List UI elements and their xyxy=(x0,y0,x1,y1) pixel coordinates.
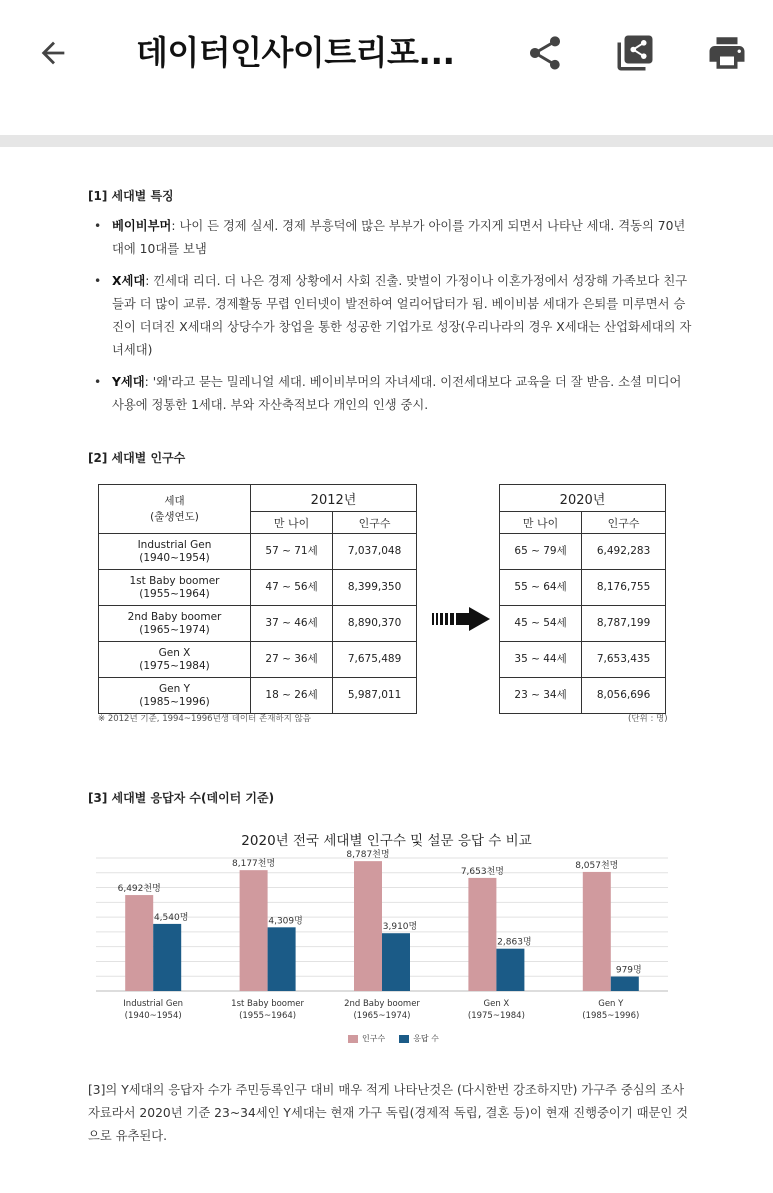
legend-swatch-responses xyxy=(399,1035,409,1043)
response-bar xyxy=(496,949,524,991)
population-cell: 7,675,489 xyxy=(333,642,417,678)
share-box-icon xyxy=(614,32,656,74)
population-cell: 8,056,696 xyxy=(582,678,666,714)
age-cell: 65 ~ 79세 xyxy=(500,534,582,570)
header-divider xyxy=(0,135,773,147)
bar-data-label: 6,492천명 xyxy=(117,884,161,895)
generation-cell: Gen X (1975~1984) xyxy=(99,642,251,678)
x-tick-label: 2nd Baby boomer xyxy=(344,999,420,1009)
generation-cell: 1st Baby boomer (1955~1964) xyxy=(99,570,251,606)
population-cell: 8,176,755 xyxy=(582,570,666,606)
year-header-2020: 2020년 xyxy=(500,485,666,512)
document-page xyxy=(0,147,773,1193)
section3-heading: [3] 세대별 응답자 수(데이터 기준) xyxy=(88,791,275,805)
age-cell: 18 ~ 26세 xyxy=(251,678,333,714)
page-title: 데이터인사이트리포... xyxy=(136,33,455,72)
response-bar xyxy=(268,927,296,991)
bullet-text: : 나이 든 경제 실세. 경제 부흥덕에 많은 부부가 아이를 가지게 되면서 나타난 세대. 격동의 70년대에 10대를 보냄 xyxy=(112,219,686,256)
column-header-age: 만 나이 xyxy=(251,512,333,534)
response-bar xyxy=(382,933,410,991)
x-tick-label: (1955~1964) xyxy=(239,1011,297,1021)
print-icon xyxy=(706,32,748,74)
population-bar xyxy=(468,878,496,991)
bar-data-label: 8,057천명 xyxy=(575,860,619,871)
share-icon xyxy=(525,33,565,73)
legend-label-responses: 응답 수 xyxy=(413,1034,439,1043)
bullet-text: : 낀세대 리더. 더 나은 경제 상황에서 사회 진출. 맞벌이 가정이나 이혼가정에서 성장해 가족보다 친구들과 더 많이 교류. 경제활동 무렵 인터넷이 발전하여 얼리어답터가 됨. 베이비붐 세대가 은퇴를 미루면서 승진이 더뎌진 X세대의 상당수가 창업을 통한 성공한 기업가로 성장(우리나라의 경우 X세대는 산업화세대의 자녀세대) xyxy=(112,274,692,357)
x-tick-label: Industrial Gen xyxy=(123,999,184,1009)
column-header-population: 인구수 xyxy=(333,512,417,534)
population-cell: 8,399,350 xyxy=(333,570,417,606)
arrow-left-icon xyxy=(36,36,70,70)
age-cell: 45 ~ 54세 xyxy=(500,606,582,642)
legend-label-population: 인구수 xyxy=(362,1034,386,1043)
population-cell: 8,890,370 xyxy=(333,606,417,642)
generation-cell: Industrial Gen (1940~1954) xyxy=(99,534,251,570)
app-header xyxy=(0,0,773,108)
share-box-button[interactable] xyxy=(610,28,660,78)
bullet-dot-icon: • xyxy=(94,219,102,233)
section1-heading: [1] 세대별 특징 xyxy=(88,189,174,203)
population-cell: 5,987,011 xyxy=(333,678,417,714)
x-tick-label: (1965~1974) xyxy=(353,1011,411,1021)
unit-note: (단위 : 명) xyxy=(628,714,668,724)
chart-title: 2020년 전국 세대별 인구수 및 설문 응답 수 비교 xyxy=(241,833,532,849)
age-cell: 35 ~ 44세 xyxy=(500,642,582,678)
x-tick-label: (1975~1984) xyxy=(467,1011,525,1021)
column-header-age: 만 나이 xyxy=(500,512,582,534)
legend-swatch-population xyxy=(348,1035,358,1043)
population-bar xyxy=(240,870,268,991)
column-header-population: 인구수 xyxy=(582,512,666,534)
x-tick-label: (1985~1996) xyxy=(582,1011,640,1021)
section2-heading: [2] 세대별 인구수 xyxy=(88,451,186,465)
chart-legend xyxy=(348,1033,439,1044)
bullet-term: Y세대 xyxy=(112,375,145,389)
age-cell: 37 ~ 46세 xyxy=(251,606,333,642)
response-bar xyxy=(611,977,639,991)
x-tick-label: 1st Baby boomer xyxy=(231,999,305,1009)
population-cell: 6,492,283 xyxy=(582,534,666,570)
population-cell: 7,037,048 xyxy=(333,534,417,570)
response-bar xyxy=(153,924,181,991)
bullet-text: : '왜'라고 묻는 밀레니얼 세대. 베이비부머의 자녀세대. 이전세대보다 교육을 더 잘 받음. 소셜 미디어 사용에 정통한 1세대. 부와 자산축적보다 개인의 인생 중시. xyxy=(112,375,682,412)
share-button[interactable] xyxy=(520,28,570,78)
bar-data-label: 4,540명 xyxy=(153,912,189,923)
age-cell: 57 ~ 71세 xyxy=(251,534,333,570)
corner-label-birthyear: (출생연도) xyxy=(150,511,199,523)
population-cell: 8,787,199 xyxy=(582,606,666,642)
population-bar xyxy=(125,895,153,991)
age-cell: 23 ~ 34세 xyxy=(500,678,582,714)
population-bar xyxy=(354,861,382,991)
age-cell: 47 ~ 56세 xyxy=(251,570,333,606)
age-cell: 27 ~ 36세 xyxy=(251,642,333,678)
bar-data-label: 2,863명 xyxy=(497,937,532,948)
bullet-term: X세대 xyxy=(112,274,146,288)
corner-label-generation: 세대 xyxy=(164,495,185,507)
x-tick-label: Gen Y xyxy=(598,999,624,1009)
bar-data-label: 4,309명 xyxy=(268,916,303,927)
bullet-dot-icon: • xyxy=(94,375,102,389)
table-footnote: ※ 2012년 기준, 1994~1996년생 데이터 존재하지 않음 xyxy=(98,714,312,724)
year-header-2012: 2012년 xyxy=(251,485,417,512)
conclusion-paragraph: [3]의 Y세대의 응답자 수가 주민등록인구 대비 매우 적게 나타난것은 (다시한번 강조하지만) 가구주 중심의 조사 자료라서 2020년 기준 23~34세인 Y세대는 현재 가구 독립(경제적 독립, 결혼 등)이 현재 진행중이기 때문인 것으로 유추된다. xyxy=(88,1083,689,1143)
print-button[interactable] xyxy=(702,28,752,78)
bar-chart xyxy=(0,147,773,1047)
bullet-dot-icon: • xyxy=(94,274,102,288)
bullet-term: 베이비부머 xyxy=(112,219,172,233)
x-tick-label: (1940~1954) xyxy=(124,1011,182,1021)
age-cell: 55 ~ 64세 xyxy=(500,570,582,606)
population-bar xyxy=(583,872,611,991)
bar-data-label: 979명 xyxy=(615,965,642,976)
generation-cell: Gen Y (1985~1996) xyxy=(99,678,251,714)
back-button[interactable] xyxy=(30,30,76,76)
population-cell: 7,653,435 xyxy=(582,642,666,678)
x-tick-label: Gen X xyxy=(483,999,510,1009)
bar-data-label: 3,910명 xyxy=(382,922,418,933)
bar-data-label: 7,653천명 xyxy=(460,866,504,877)
bar-data-label: 8,787천명 xyxy=(346,850,390,861)
generation-cell: 2nd Baby boomer (1965~1974) xyxy=(99,606,251,642)
bar-data-label: 8,177천명 xyxy=(232,859,276,870)
